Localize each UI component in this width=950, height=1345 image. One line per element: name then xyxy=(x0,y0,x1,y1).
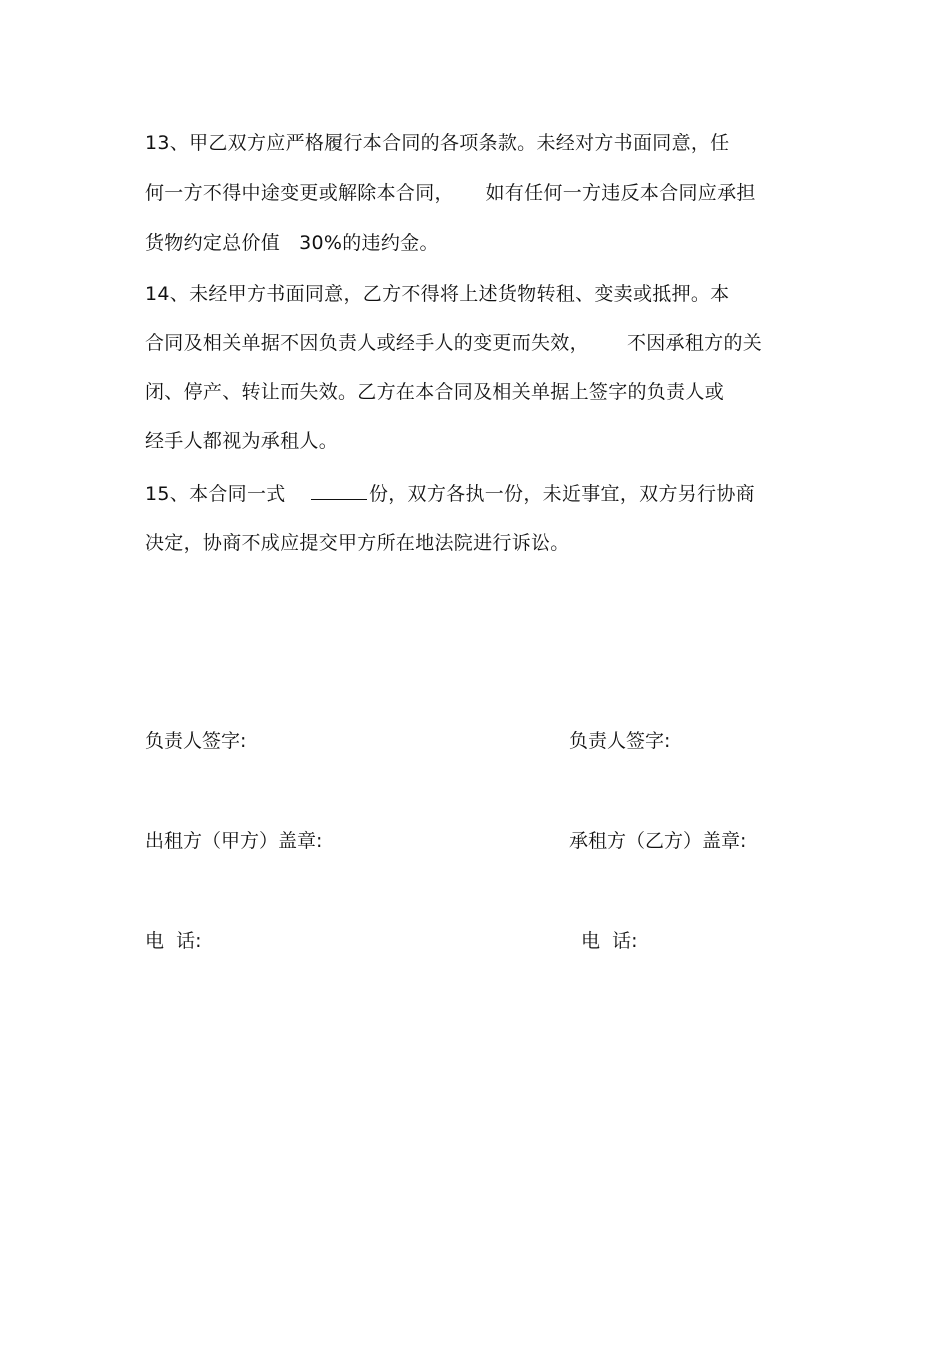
lessor-seal-label: 出租方（甲方）盖章: xyxy=(145,830,323,852)
clause-13-line-2: 何一方不得中途变更或解除本合同， 如有任何一方违反本合同应承担 xyxy=(145,182,756,204)
left-phone-label: 电 话: xyxy=(145,930,202,952)
clause-14-line-2: 合同及相关单据不因负责人或经手人的变更而失效， 不因承租方的关 xyxy=(145,332,763,354)
clause-14-line-1: 14、未经甲方书面同意，乙方不得将上述货物转租、变卖或抵押。本 xyxy=(145,283,730,305)
clause-15-line-1 xyxy=(145,481,755,506)
clause-14-line-3: 闭、停产、转让而失效。乙方在本合同及相关单据上签字的负责人或 xyxy=(145,381,725,403)
right-signer-label: 负责人签字: xyxy=(569,730,671,752)
copies-blank-underline xyxy=(311,481,367,500)
right-phone-label: 电 话: xyxy=(581,930,638,952)
clause-15-text-before-blank: 15、本合同一式 xyxy=(145,483,311,505)
lessee-seal-label: 承租方（乙方）盖章: xyxy=(569,830,747,852)
clause-14-line-4: 经手人都视为承租人。 xyxy=(145,430,339,452)
clause-13-line-1: 13、甲乙双方应严格履行本合同的各项条款。未经对方书面同意，任 xyxy=(145,132,730,154)
clause-13-line-3: 货物约定总价值 30%的违约金。 xyxy=(145,232,439,254)
clause-15-text-after-blank: 份，双方各执一份，未近事宜，双方另行协商 xyxy=(368,483,755,505)
clause-15-line-2: 决定，协商不成应提交甲方所在地法院进行诉讼。 xyxy=(145,532,570,554)
left-signer-label: 负责人签字: xyxy=(145,730,247,752)
